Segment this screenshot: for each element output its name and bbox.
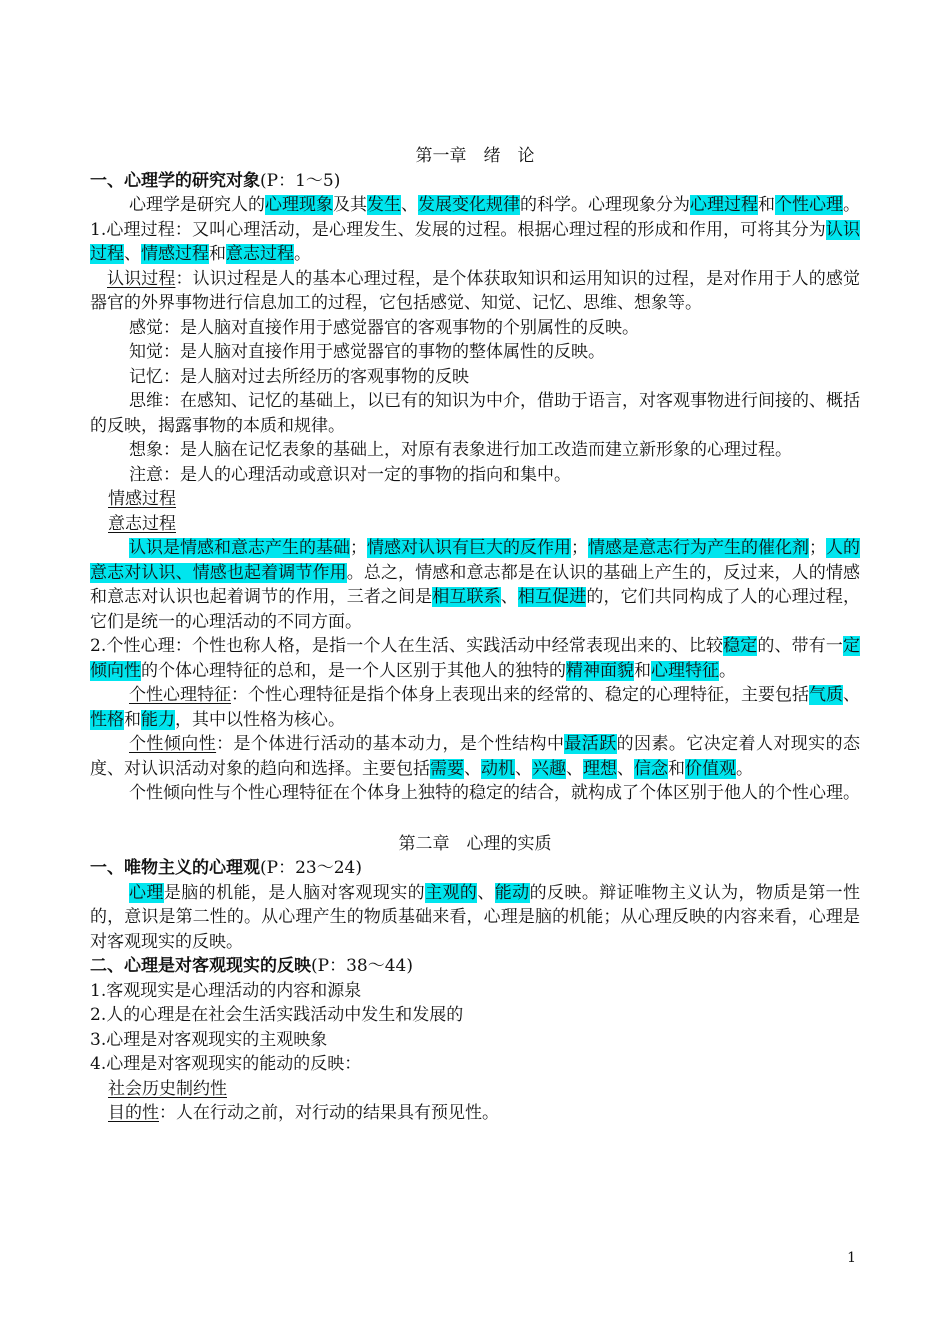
- highlight: 心理过程: [690, 195, 758, 215]
- section-title: 一、唯物主义的心理观: [90, 858, 260, 878]
- text-run: ；: [571, 538, 588, 558]
- highlight: 价值观: [685, 758, 736, 779]
- text-run: ：是个体进行活动的基本动力，是个性结构中: [216, 734, 565, 754]
- text-run: 和: [758, 195, 775, 215]
- paragraph-cognitive-process: [90, 267, 860, 316]
- highlight: 认识是情感和意志产生的基础: [129, 538, 350, 558]
- text-run: 、: [843, 685, 860, 705]
- document-content: [90, 144, 860, 1126]
- paragraph-personality-traits: [90, 683, 860, 732]
- text-run: 的个体心理特征的总和，是一个人区别于其他人的独特的: [141, 660, 566, 681]
- text-run: 、: [477, 882, 495, 903]
- underlined-term: 目的性: [108, 1103, 159, 1123]
- page-ref: (P：38～44): [311, 956, 413, 976]
- text-run: 2.个性心理：个性也称人格，是指一个人在生活、实践活动中经常表现出来的、比较: [90, 636, 724, 656]
- text-run: 。: [736, 758, 753, 779]
- text-run: 1.心理过程：又叫心理活动，是心理发生、发展的过程。根据心理过程的形成和作用，可将其分为: [90, 219, 826, 240]
- term-social-history: [90, 1077, 860, 1102]
- highlight: 情感是意志行为产生的催化剂: [588, 538, 809, 558]
- highlight: 信念: [634, 758, 668, 779]
- paragraph-brain-function: [90, 881, 860, 955]
- highlight: 气质: [809, 685, 843, 705]
- list-item: 4.心理是对客观现实的能动的反映：: [90, 1054, 362, 1074]
- section-title: 二、心理是对客观现实的反映: [90, 956, 311, 976]
- text-run: 和: [634, 660, 651, 681]
- term-emotion-process: [90, 487, 860, 512]
- text-run: 、: [515, 758, 532, 779]
- paragraph-personality: [90, 634, 860, 683]
- text-run: ：人在行动之前，对行动的结果具有预见性。: [159, 1103, 499, 1123]
- term-will-process: [90, 512, 860, 537]
- highlight: 情感过程: [141, 244, 209, 264]
- highlight: 需要: [430, 758, 464, 779]
- highlight: 主观的: [425, 882, 478, 903]
- highlight: 能动: [494, 882, 530, 903]
- page-ref: (P：23～24): [260, 858, 362, 878]
- text-run: 是脑的机能，是人脑对客观现实的: [163, 882, 426, 903]
- text-run: ：个性心理特征是指个体身上表现出来的经常的、稳定的心理特征，主要包括: [231, 685, 809, 705]
- highlight: 兴趣: [532, 758, 566, 779]
- text-run: ；: [809, 538, 826, 558]
- underlined-term: 个性心理特征: [129, 685, 231, 705]
- text-run: 、: [500, 587, 518, 607]
- paragraph-mental-process: [90, 218, 860, 267]
- highlight: 心理特征: [651, 660, 719, 681]
- paragraph-definition: [90, 193, 860, 218]
- text-run: 和: [668, 758, 685, 779]
- underlined-term: 意志过程: [108, 513, 176, 534]
- highlight: 心理: [129, 882, 164, 903]
- text-run: 、: [124, 244, 141, 264]
- list-item: 2.人的心理是在社会生活实践活动中发生和发展的: [90, 1005, 464, 1025]
- text-run: 、: [464, 758, 481, 779]
- text-run: 心理学是研究人的: [129, 195, 265, 215]
- text-run: ：认识过程是人的基本心理过程，是个体获取知识和运用知识的过程，是对作用于人的感觉器官的外界事物进行信息加工的过程，它包括感觉、知觉、记忆、思维、想象等。: [90, 268, 861, 313]
- text-run: 。: [719, 660, 736, 681]
- highlight: 个性心理: [775, 195, 843, 215]
- highlight: 动机: [481, 758, 515, 779]
- text-run: 及其: [333, 195, 367, 215]
- highlight: 人的意志对认识、情感也起着调节作用: [90, 538, 860, 583]
- text-run: 和: [209, 244, 226, 264]
- definition-attention: 注意：是人的心理活动或意识对一定的事物的指向和集中。: [129, 464, 571, 485]
- highlight: 发生: [367, 195, 401, 215]
- highlight: 理想: [583, 758, 617, 779]
- highlight: 认识过程: [90, 219, 861, 264]
- section-heading-research-object: [90, 169, 860, 194]
- list-item: 3.心理是对客观现实的主观映象: [90, 1029, 328, 1050]
- underlined-term: 个性倾向性: [129, 734, 217, 754]
- highlight: 稳定: [723, 636, 758, 656]
- highlight: 性格: [90, 709, 124, 730]
- list-item: 1.客观现实是心理活动的内容和源泉: [90, 980, 362, 1001]
- highlight: 情感对认识有巨大的反作用: [367, 538, 571, 558]
- highlight: 发展变化规律: [418, 195, 520, 215]
- highlight: 定倾向性: [90, 636, 861, 681]
- section-title: 一、心理学的研究对象: [90, 170, 260, 191]
- text-run: 。: [843, 195, 860, 215]
- chapter-2-title: 第二章 心理的实质: [398, 833, 552, 854]
- text-run: 、: [617, 758, 634, 779]
- text-run: 的科学。心理现象分为: [520, 195, 690, 215]
- highlight: 相互联系: [432, 587, 501, 607]
- page-ref: (P：1～5): [260, 170, 341, 191]
- text-run: 、: [566, 758, 583, 779]
- paragraph-personality-tendency: [90, 732, 860, 781]
- text-run: ；: [350, 538, 367, 558]
- highlight: 相互促进: [517, 587, 587, 607]
- underlined-term: 认识过程: [107, 268, 176, 289]
- text-run: 。: [294, 244, 311, 264]
- text-run: 的，它们共同构成了人的心理过程，它们是统一的心理活动的不同方面。: [90, 587, 861, 632]
- section-heading-materialism: [90, 856, 860, 881]
- definition-thinking: 思维：在感知、记忆的基础上，以已有的知识为中介，借助于语言，对客观事物进行间接的、概括的反映，揭露事物的本质和规律。: [90, 391, 860, 436]
- page-number: 1: [847, 1250, 856, 1266]
- definition-imagination: 想象：是人脑在记忆表象的基础上，对原有表象进行加工改造而建立新形象的心理过程。: [129, 440, 792, 460]
- definition-memory: 记忆：是人脑对过去所经历的客观事物的反映: [129, 366, 469, 387]
- highlight: 心理现象: [265, 195, 333, 215]
- highlight: 能力: [141, 709, 175, 730]
- definition-sensation: 感觉：是人脑对直接作用于感觉器官的客观事物的个别属性的反映。: [129, 317, 639, 338]
- highlight: 意志过程: [226, 244, 294, 264]
- highlight: 精神面貌: [566, 660, 634, 681]
- text-run: ，其中以性格为核心。: [175, 709, 345, 730]
- paragraph-relations: [90, 536, 860, 634]
- text-run: 的、带有一: [757, 636, 844, 656]
- highlight: 最活跃: [564, 734, 617, 754]
- section-heading-reflection: [90, 954, 860, 979]
- underlined-term: 情感过程: [108, 489, 176, 509]
- text-run: 、: [401, 195, 418, 215]
- paragraph-purpose: [90, 1101, 860, 1126]
- text-run: 的因素。它决定着人对现实的态度、对认识活动对象的趋向和选择。主要包括: [90, 734, 861, 779]
- underlined-term: 社会历史制约性: [108, 1078, 227, 1099]
- text-run: 和: [124, 709, 141, 730]
- definition-perception: 知觉：是人脑对直接作用于感觉器官的事物的整体属性的反映。: [129, 342, 605, 362]
- chapter-1-title: 第一章 绪 论: [415, 146, 535, 166]
- paragraph-personality-summary: 个性倾向性与个性心理特征在个体身上独特的稳定的结合，就构成了个体区别于他人的个性心理。: [129, 783, 860, 803]
- text-run: 。总之，情感和意志都是在认识的基础上产生的，反过来，人的情感和意志对认识也起着调节的作用，三者之间是: [90, 562, 861, 607]
- text-run: 的反映。辩证唯物主义认为，物质是第一性的，意识是第二性的。从心理产生的物质基础来看，心理是脑的机能；从心理反映的内容来看，心理是对客观现实的反映。: [90, 882, 861, 952]
